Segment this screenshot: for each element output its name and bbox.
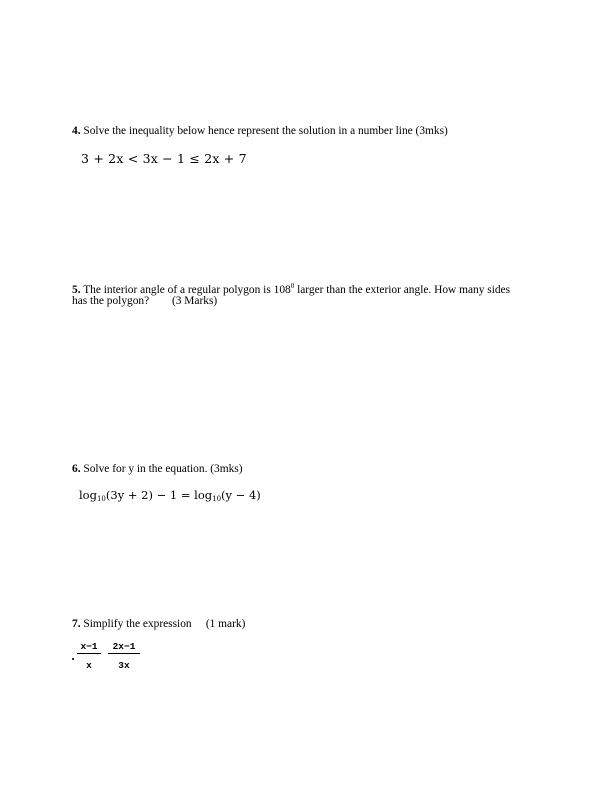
- question-7-prompt: [72, 617, 245, 632]
- question-5-number: 5.: [72, 283, 81, 296]
- log-left-base: 10: [96, 495, 106, 503]
- fraction-1-numerator: x−1: [77, 641, 101, 654]
- fraction-2: [108, 641, 140, 671]
- log-right-base: 10: [212, 495, 222, 503]
- question-4-inequality: 3 + 2x < 3x − 1 ≤ 2x + 7: [81, 151, 247, 166]
- question-5-degree-superscript: 0: [290, 282, 295, 290]
- question-5-text-line2: has the polygon? (3 Marks): [72, 295, 218, 307]
- log-left-argument: (3y + 2) − 1 =: [105, 488, 195, 502]
- question-6-text: Solve for y in the equation. (3mks): [83, 463, 243, 475]
- question-7-number: 7.: [72, 618, 81, 630]
- question-4-prompt: [72, 124, 448, 139]
- question-5-text-part1: The interior angle of a regular polygon is 108: [83, 283, 291, 296]
- question-7-text: Simplify the expression (1 mark): [83, 618, 246, 630]
- question-6-prompt: [72, 462, 243, 477]
- stray-dot: [72, 658, 74, 660]
- question-4-number: 4.: [72, 125, 81, 137]
- fraction-2-denominator: 3x: [118, 660, 130, 671]
- question-6-equation: [79, 488, 261, 503]
- fraction-1-denominator: x: [86, 660, 92, 671]
- log-right: log: [194, 488, 213, 502]
- log-right-argument: (y − 4): [221, 488, 261, 502]
- question-6-number: 6.: [72, 463, 81, 475]
- log-left: log: [79, 488, 97, 502]
- fraction-2-numerator: 2x−1: [108, 641, 140, 654]
- question-4-text: Solve the inequality below hence represent the solution in a number line (3mks): [83, 125, 448, 137]
- fraction-1: [77, 641, 101, 671]
- question-5-text-part2: larger than the exterior angle. How many sides: [294, 283, 511, 296]
